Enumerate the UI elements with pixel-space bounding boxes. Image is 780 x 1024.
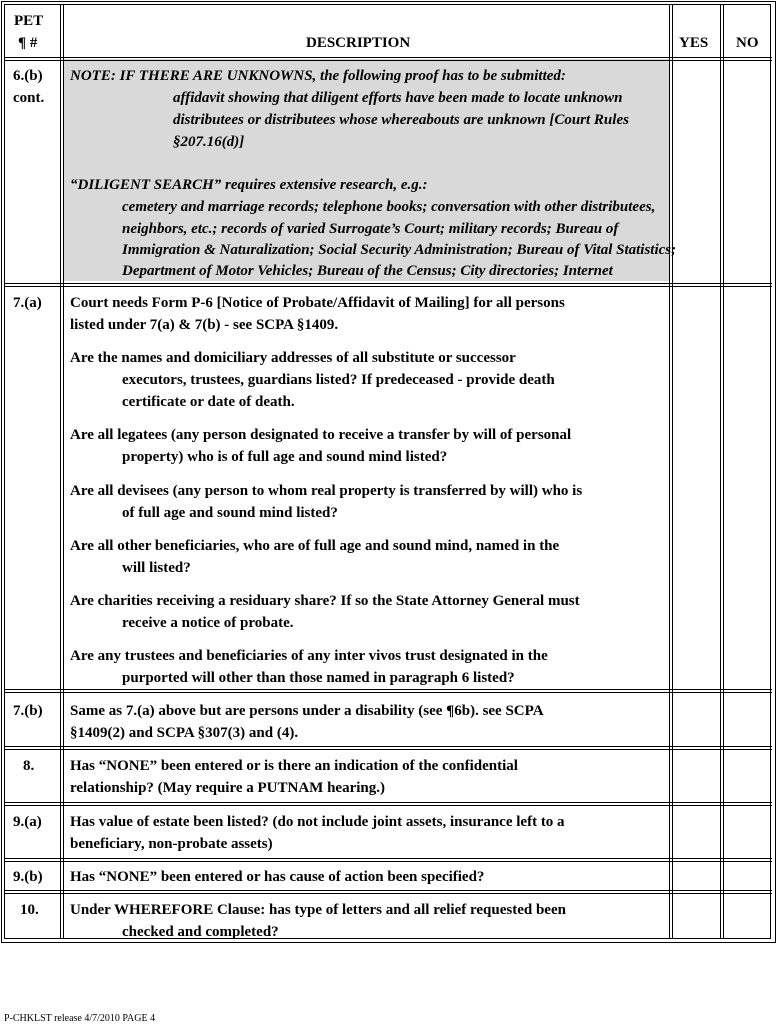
description-line: Are all other beneficiaries, who are of full age and sound mind, named in the xyxy=(70,538,560,554)
description-line: Are all devisees (any person to whom real property is transferred by will) who is xyxy=(70,483,583,499)
description-line: listed under 7(a) & 7(b) - see SCPA §1409. xyxy=(70,317,339,333)
row-number: 9.(b) xyxy=(13,869,43,885)
description-line: Are charities receiving a residuary share? If so the State Attorney General must xyxy=(70,593,580,609)
description-line: receive a notice of probate. xyxy=(122,615,294,631)
row-number: 7.(b) xyxy=(13,703,43,719)
description-line: Has “NONE” been entered or has cause of action been specified? xyxy=(70,869,485,885)
description-line: distributees or distributees whose whereabouts are unknown [Court Rules xyxy=(173,112,629,128)
description-line: certificate or date of death. xyxy=(122,394,295,410)
description-line: §207.16(d)] xyxy=(173,134,245,150)
description-line: Department of Motor Vehicles; Bureau of the Census; City directories; Internet xyxy=(122,263,613,279)
description-line: of full age and sound mind listed? xyxy=(122,505,338,521)
row-number: 7.(a) xyxy=(13,295,42,311)
description-line: Under WHEREFORE Clause: has type of letters and all relief requested been xyxy=(70,902,566,918)
page-footer: P-CHKLST release 4/7/2010 PAGE 4 xyxy=(4,1013,156,1024)
description-line: Immigration & Naturalization; Social Security Administration; Bureau of Vital Statistics; xyxy=(122,242,677,258)
description-line: cemetery and marriage records; telephone books; conversation with other distributees, xyxy=(122,199,656,215)
description-line: §1409(2) and SCPA §307(3) and (4). xyxy=(70,725,299,741)
description-line: Are the names and domiciliary addresses of all substitute or successor xyxy=(70,350,516,366)
description-line: executors, trustees, guardians listed? If predeceased - provide death xyxy=(122,372,555,388)
header-description: DESCRIPTION xyxy=(306,35,411,51)
description-line: neighbors, etc.; records of varied Surrogate’s Court; military records; Bureau of xyxy=(122,221,619,237)
description-line: Same as 7.(a) above but are persons under a disability (see ¶6b). see SCPA xyxy=(70,703,544,719)
description-line: Court needs Form P-6 [Notice of Probate/Affidavit of Mailing] for all persons xyxy=(70,295,565,311)
header-no: NO xyxy=(736,35,759,51)
description-line: Has value of estate been listed? (do not include joint assets, insurance left to a xyxy=(70,814,565,830)
header-paragraph-number: ¶ # xyxy=(18,35,38,51)
description-line: Are any trustees and beneficiaries of any inter vivos trust designated in the xyxy=(70,648,548,664)
description-line: will listed? xyxy=(122,560,191,576)
row-number: 9.(a) xyxy=(13,814,42,830)
description-line: NOTE: IF THERE ARE UNKNOWNS, the following proof has to be submitted: xyxy=(70,68,566,84)
description-line: beneficiary, non-probate assets) xyxy=(70,836,273,852)
description-line: relationship? (May require a PUTNAM hearing.) xyxy=(70,780,385,796)
header-yes: YES xyxy=(679,35,709,51)
row-number: 10. xyxy=(20,902,39,918)
description-line: checked and completed? xyxy=(122,924,279,940)
description-line: Are all legatees (any person designated to receive a transfer by will of personal xyxy=(70,427,572,443)
row-number: 8. xyxy=(23,758,35,774)
row-number: 6.(b) xyxy=(13,68,43,84)
header-pet: PET xyxy=(14,13,44,29)
description-line: purported will other than those named in paragraph 6 listed? xyxy=(122,670,515,686)
description-line: property) who is of full age and sound mind listed? xyxy=(122,449,448,465)
description-line: Has “NONE” been entered or is there an indication of the confidential xyxy=(70,758,518,774)
description-line: “DILIGENT SEARCH” requires extensive research, e.g.: xyxy=(70,177,428,193)
description-line: affidavit showing that diligent efforts have been made to locate unknown xyxy=(173,90,623,106)
row-number-cont: cont. xyxy=(13,90,45,106)
